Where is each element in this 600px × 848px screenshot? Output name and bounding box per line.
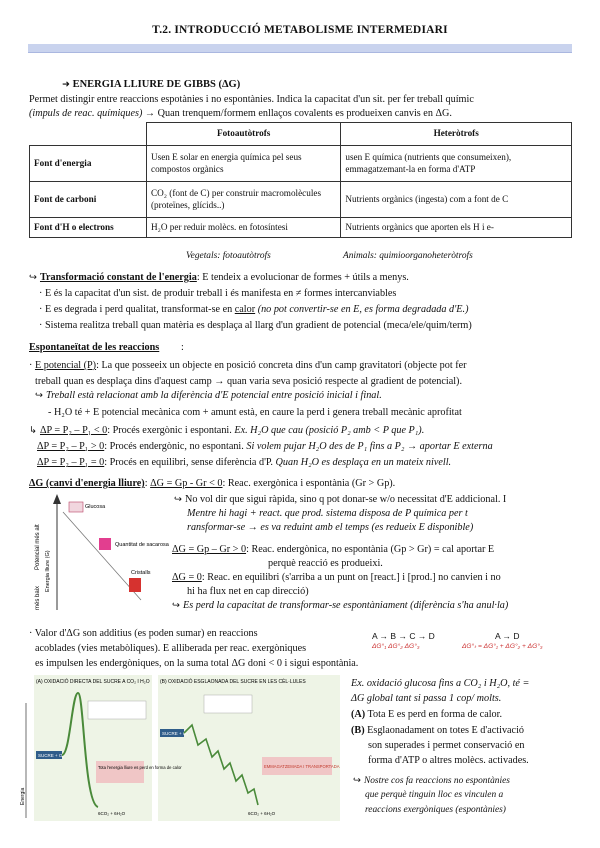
oxid-b-3: forma d'ATP o altres molècs. activades. [368, 755, 529, 766]
rel-line: ↪ Treball està relacionat amb la diferència d'E potencial entre posició inicial i final. [35, 390, 382, 401]
table-row: Font d'H o electrons H₂O per reduir molècs. en fotosíntesi Nutrients orgànics que aporten els H i e- [30, 218, 572, 238]
ep-line-2: treball quan es desplaça dins d'aquest camp → quan varia seva posició respecte al gradient de potencial). [35, 376, 462, 387]
dg-note-1: ↪ No vol dir que sigui ràpida, sino q pot donar-se w/o necessitat d'E addicional. I [174, 494, 507, 505]
branch-icon: ↳ [29, 425, 40, 436]
axis-arrow-icon [53, 494, 61, 504]
fig-label-0: Glucosa [85, 504, 106, 510]
dg-line-1: ΔG (canvi d'energia lliure): ΔG = Gp - Gr < 0: Reac. exergònica i espontània (Gr > Gp). [29, 478, 396, 489]
potential-figure [29, 492, 169, 614]
transform-bullet-1: · E és la capacitat d'un sist. de produir treball i és manifesta en ≠ formes intercanviables [39, 288, 397, 299]
dp-gt-line: ΔP = P₂ – P₁ > 0: Procés endergònic, no espontani. Si volem pujar H₂O des de P₁ fins a P₂ → aportar E externa [37, 441, 493, 452]
oxid-line-1: Ex. oxidació glucosa fins a CO₂ i H₂O, té = [351, 678, 530, 689]
transform-heading: ↪ Transformació constant de l'energia: E tendeix a evolucionar de formes + útils a menys. [29, 272, 409, 283]
ep-line-1: · E potencial (P): La que posseeix un objecte en posició concreta dins d'un camp gravitatori (objecte pot fer [29, 360, 467, 371]
transform-bullet-3: · Sistema realitza treball quan matèria es desplaça al llarg d'un gradient de potencial (meca/ele/quim/term) [39, 320, 472, 331]
panel-a-title: (A) OXIDACIÓ DIRECTA DEL SUCRE A CO₂ I H₂O [36, 679, 150, 685]
oxidation-figure [18, 673, 342, 823]
stored-text: EMMAGATZEMADA I TRANSPORTADA [264, 764, 340, 769]
arrow-right-icon: ➜ [62, 79, 70, 90]
organisms-table [29, 122, 572, 238]
crystals-flask-icon [129, 578, 141, 592]
oxid-b-2: son superades i permet conservació en [368, 740, 525, 751]
additive-2: acoblades (vies metabòliques). E alliberada per reac. exergòniques [35, 643, 307, 654]
dp-lt-line: ↳ ΔP = P₂ – P₁ < 0: Procés exergònic i espontani. Ex. H₂O que cau (posició P₂ amb < P que P₁). [29, 425, 425, 436]
oxid-note-1: ↪ Nostre cos fa reaccions no espontànies [353, 775, 510, 786]
sucrose-flask-icon [99, 538, 111, 550]
oxid-note-3: reaccions exergòniques (espontànies) [365, 805, 506, 815]
foot-hetero: Animals: quimioorganoheteròtrofs [343, 251, 473, 261]
fig-ylabel-bottom: més baix [35, 585, 41, 610]
fig-ylabel-top: Potencial més alt [35, 524, 41, 570]
oxid-b: (B) Esglaonadament on totes E d'activació [351, 725, 525, 736]
dp-eq-line: ΔP = P₂ – P₁ = 0: Procés en equilibri, sense diferència d'P. Quan H₂O es desplaça en un mateix nivell. [37, 457, 452, 468]
table-corner [30, 123, 147, 146]
hook-arrow-icon: ↪ [35, 390, 46, 401]
page-title: T.2. INTRODUCCIÓ METABOLISME INTERMEDIARI [152, 24, 448, 36]
dg-note-2: Mentre hi hagi + react. que prod. sistema disposa de P química per t [187, 508, 468, 519]
additive-1: · Valor d'ΔG son additius (es poden sumar) en reaccions [29, 628, 258, 639]
hook-arrow-icon: ↪ [353, 775, 364, 786]
oxid-line-2: ΔG global tant si passa 1 cop/ molts. [351, 693, 502, 704]
dg-eq2: ΔG = Gp – Gr > 0: Reac. endergònica, no espontània (Gp > Gr) = cal aportar E [172, 544, 495, 555]
oxid-a: (A) Tota E es perd en forma de calor. [351, 709, 503, 720]
product-b: 6CO₂ + 6H₂O [248, 811, 276, 816]
gibbs-intro-2: (impuls de reac. químiques) → Quan trenquem/formem enllaços covalents es produeixen canvis en ΔG. [29, 108, 452, 119]
hook-arrow-icon: ↪ [29, 272, 40, 283]
col-hetero: Heteròtrofs [341, 123, 572, 146]
dg-lost: ↪ Es perd la capacitat de transformar-se espontàniament (diferència s'ha anul·la) [172, 600, 509, 611]
rxn-chain: A → B → C → D [372, 631, 435, 641]
foot-foto: Vegetals: fotoautòtrofs [186, 251, 271, 261]
heat-text: Tota l'energia lliure es perd en forma de calor [98, 765, 182, 770]
col-foto: Fotoautòtrofs [147, 123, 341, 146]
gibbs-intro-1: Permet distingir entre reaccions espotànies i no espontànies. Indica la capacitat d'un sit. per fer treball químic [29, 94, 474, 105]
panel-b-title: (B) OXIDACIÓ ESGLAONADA DEL SUCRE EN LES CÈL·LULES [160, 679, 306, 685]
header-bar [28, 44, 572, 53]
dg-eq3-2: hi ha flux net en cap direcció) [187, 586, 309, 597]
fig-label-1: Quantitat de sacarosa [115, 542, 169, 548]
glucose-flask-icon [69, 502, 83, 512]
gibbs-heading: ➜ ENERGIA LLIURE DE GIBBS (ΔG) [62, 79, 241, 90]
fig-ylabel-mid: Energia lliure (G) [45, 550, 51, 592]
rxn-direct: A → D [495, 631, 520, 641]
svg-text:Energia: Energia [20, 787, 26, 805]
transform-bullet-2: · E es degrada i perd qualitat, transformat-se en calor (no pot convertir-se en E, es forma degradada d'E.) [39, 304, 469, 315]
sugar-label-b: SUCRE + O₂ [162, 731, 189, 736]
product-a: 6CO₂ + 6H₂O [98, 811, 126, 816]
additive-3: es impulsen les endergòniques, on la suma total ΔG doni < 0 i sigui espontània. [35, 658, 359, 669]
fig-label-2: Cristalls [131, 570, 151, 576]
dg-eq3: ΔG = 0: Reac. en equilibri (s'arriba a un punt on [react.] i [prod.] no canvien i no [172, 572, 501, 583]
oxid-note-2: que perquè tinguin lloc es vinculen a [365, 790, 504, 800]
table-row: Font d'energia Usen E solar en energia química pel seus compostos orgànics usen E química (nutrients que consumeixen), emmagatzemant-la en forma d'ATP [30, 146, 572, 182]
table-row: Font de carboni CO₂ (font de C) per construir macromolècules (proteïnes, glícids..) Nutrients orgànics (ingesta) com a font de C [30, 182, 572, 218]
dg-eq2-2: perquè reacció es produeixi. [268, 558, 383, 569]
spont-heading: Espontaneïtat de les reaccions [29, 342, 160, 353]
rxn-chain-dg: ΔG°₁ ΔG°₂ ΔG°₃ [372, 643, 420, 650]
hook-arrow-icon: ↪ [174, 494, 185, 505]
sugar-label-a: SUCRE + O₂ [38, 753, 65, 758]
dg-note-3: ransformar-se → es va reduint amb el temps (es redueix E disponible) [187, 522, 474, 533]
hook-arrow-icon: ↪ [172, 600, 183, 611]
rxn-direct-dg: ΔG°ₜ = ΔG°₁ + ΔG°₂ + ΔG°₃ [462, 643, 543, 650]
h2o-line: - H₂O té + E potencial mecànica com + amunt està, en caure la perd i genera treball mecànic aprofitat [48, 407, 462, 418]
